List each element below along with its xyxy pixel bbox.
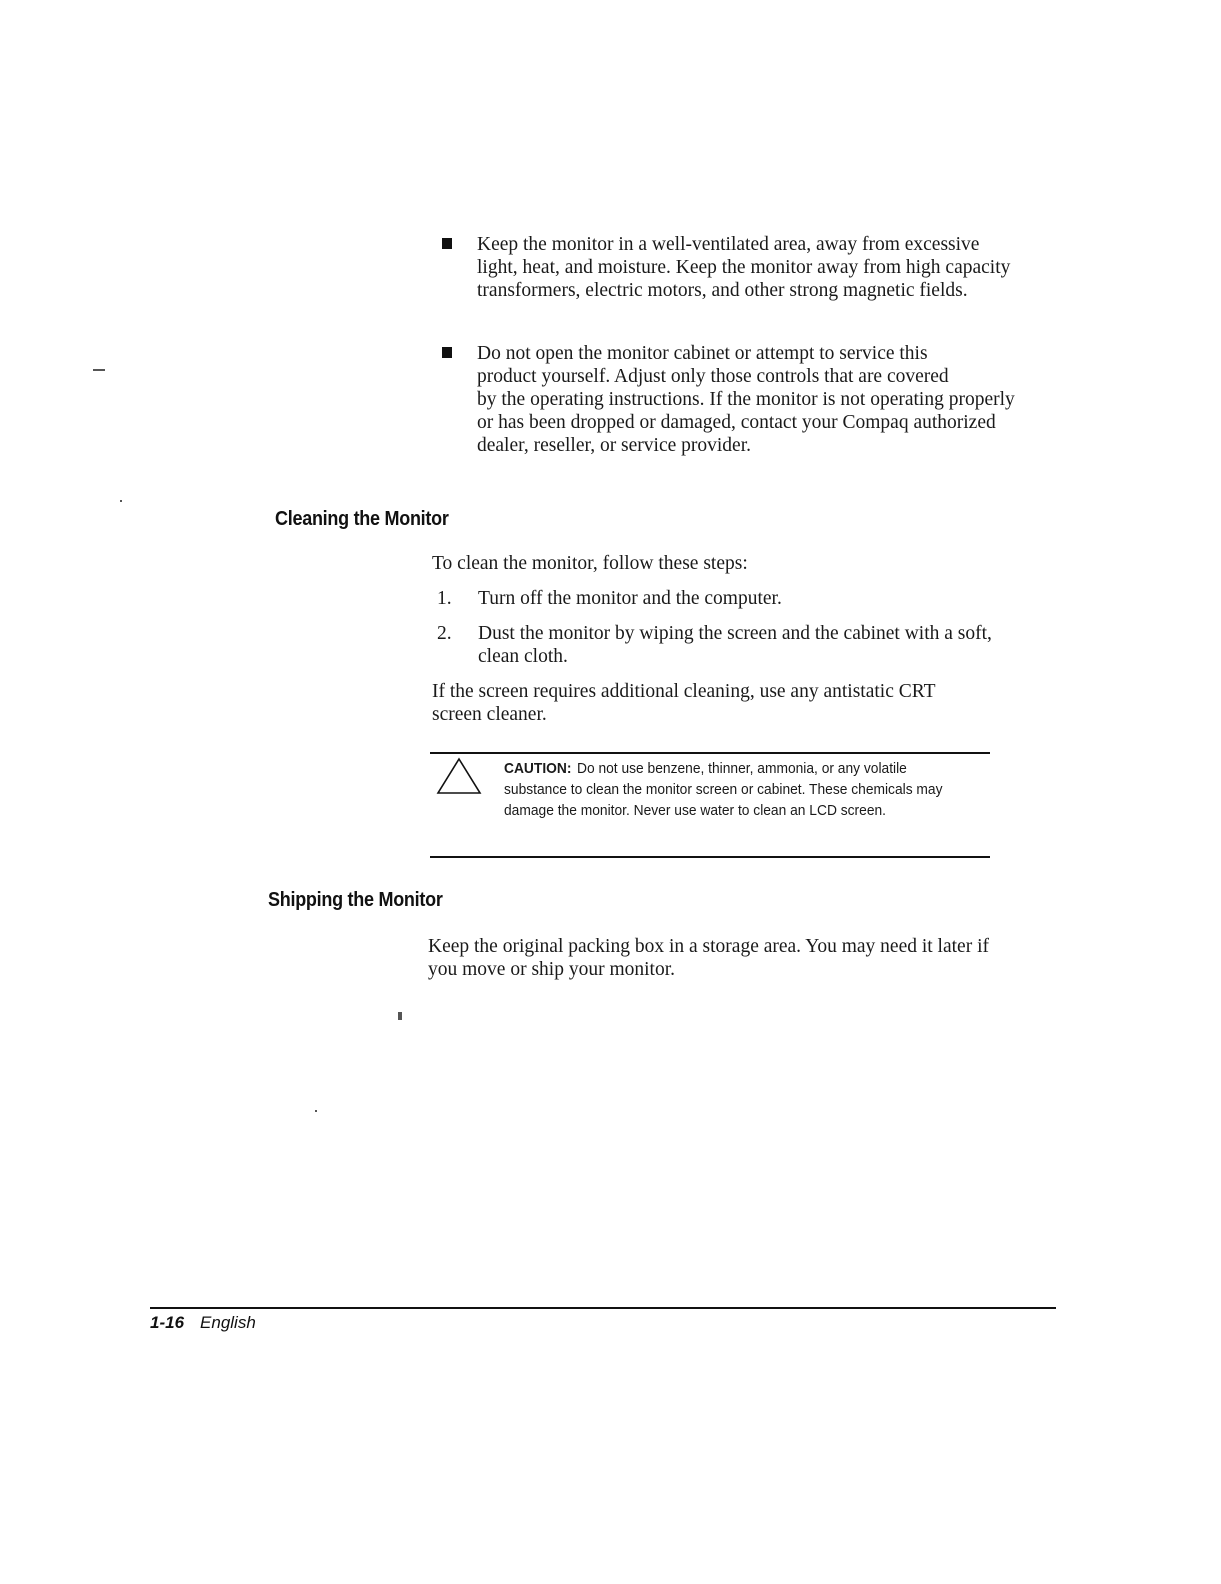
scan-speck [315, 1110, 317, 1112]
step-text: Turn off the monitor and the computer. [478, 588, 782, 609]
caution-message: Do not use benzene, thinner, ammonia, or any volatile substance to clean the monitor screen or cabinet. These chemicals may damage the monitor. Never use water to clean an LCD screen. [504, 760, 943, 819]
bullet-item-ventilation [442, 233, 1022, 302]
scan-speck [120, 500, 122, 502]
section-heading-shipping: Shipping the Monitor [268, 889, 443, 911]
step-item [437, 587, 1027, 610]
caution-label: CAUTION: [504, 760, 572, 777]
bullet-text: by the operating instructions. If the monitor is not operating properly or has been dropped or damaged, contact your Compaq authorized dealer, reseller, or service provider. [477, 389, 1015, 456]
cleaning-additional: If the screen requires additional cleaning, use any antistatic CRT screen cleaner. [432, 681, 936, 725]
caution-box [430, 752, 990, 858]
scan-speck [93, 369, 105, 371]
step-item [437, 622, 1027, 668]
warning-triangle-icon [436, 756, 482, 801]
bullet-text: Do not open the monitor cabinet or attempt to service this product yourself. Adjust only those controls that are covered [477, 343, 949, 387]
step-number: 2. [437, 623, 452, 644]
footer-rule [150, 1307, 1056, 1309]
page-number: 1-16 [150, 1313, 185, 1332]
shipping-text: Keep the original packing box in a storage area. You may need it later if you move or ship your monitor. [428, 936, 989, 980]
footer-language: English [200, 1313, 256, 1332]
square-bullet-icon [442, 347, 452, 358]
square-bullet-icon [442, 238, 452, 249]
section-heading-cleaning: Cleaning the Monitor [275, 508, 449, 530]
step-text: Dust the monitor by wiping the screen and the cabinet with a soft, clean cloth. [478, 623, 992, 667]
bullet-item-service [442, 342, 1022, 457]
caution-text-block [504, 758, 944, 821]
page-footer [150, 1313, 256, 1333]
scan-speck [398, 1012, 402, 1020]
step-number: 1. [437, 588, 452, 609]
bullet-text: Keep the monitor in a well-ventilated area, away from excessive light, heat, and moisture. Keep the monitor away from high capacity transformers, electric motors, and other strong magnetic fields. [477, 234, 1011, 301]
cleaning-intro: To clean the monitor, follow these steps: [432, 553, 748, 574]
